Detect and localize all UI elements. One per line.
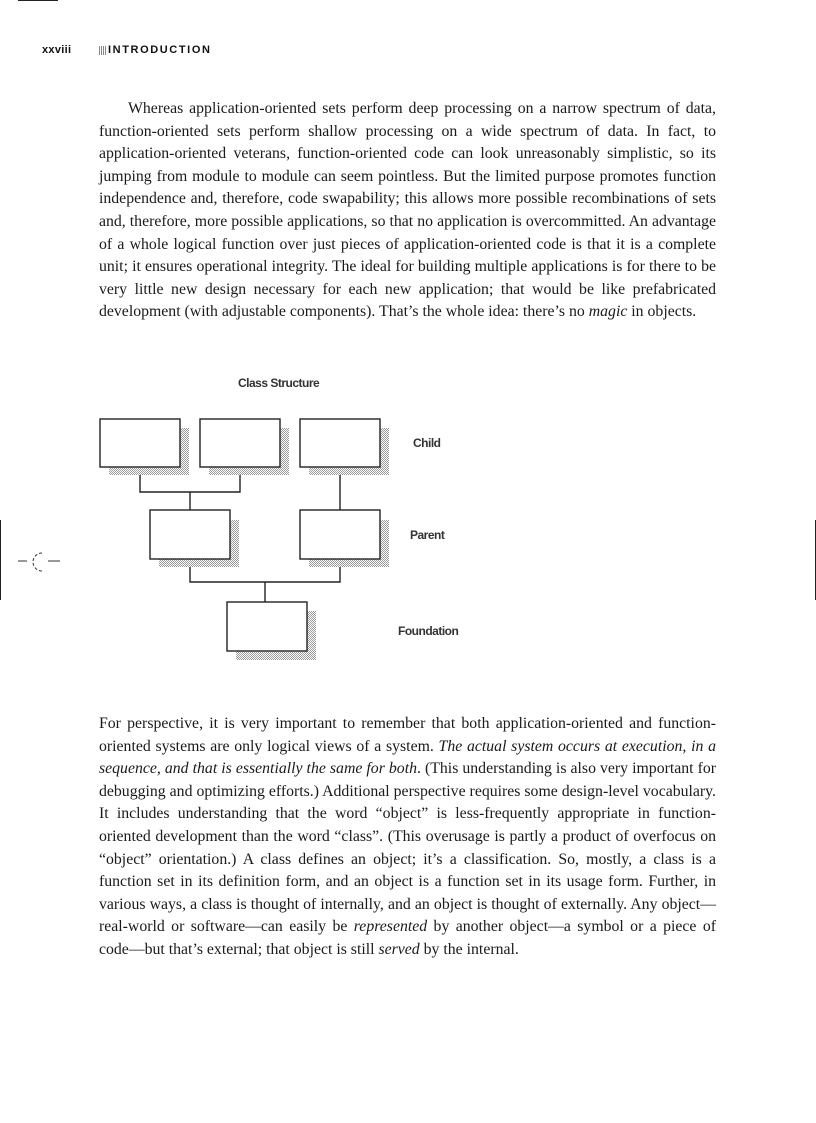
paragraph-2-emphasis-served: served [378, 940, 420, 958]
foundation-level-label: Foundation [398, 624, 459, 638]
parent-level-label: Parent [410, 528, 445, 542]
paragraph-1-emphasis-magic: magic [588, 303, 628, 321]
section-title: INTRODUCTION [108, 44, 212, 56]
child-level-label: Child [413, 436, 441, 450]
paragraph-2-text-c: by another object—a symbol or a piece of code—but that’s external; that object is still [99, 918, 716, 958]
paragraph-1-text-a: Whereas application-oriented sets perform deep processing on a narrow spectrum of data, function-oriented sets perform shallow processing on a wide spectrum of data. In fact, to application-oriented veterans, function-oriented code can look unreasonably simplistic, so its jumping from module to module can seem pointless. But the limited purpose promotes function independence and, therefore, code swapability; this allows more possible recombinations of sets and, therefore, more possible applications, so that no application is overcommitted. An advantage of a whole logical function over just pieces of application-oriented code is that it is a complete unit; it ensures operational integrity. The ideal for building multiple applications is for there to be very little new design necessary for each new application; that would be like prefabricated development (with adjustable components). That’s the whole idea: there’s no [99, 100, 716, 321]
paragraph-2-text-d: by the internal. [419, 940, 519, 958]
paragraph-2 [99, 713, 716, 962]
left-margin-line [0, 520, 1, 600]
registration-mark-icon [18, 548, 62, 576]
top-rule [18, 0, 58, 1]
class-structure-diagram [90, 370, 490, 670]
foundation-box [227, 602, 316, 660]
diagram-title: Class Structure [238, 376, 320, 390]
parent-box-2 [300, 510, 389, 567]
paragraph-1-text-b: in objects. [627, 303, 697, 321]
child-box-3 [300, 419, 389, 475]
paragraph-2-text-b: . (This understanding is also very important for debugging and optimizing efforts.) Additional perspective requires some design-level vocabulary. It includes understanding that the word “object” is less-frequently appropriate in function-oriented development than the word “class”. (This overusage is partly a product of overfocus on “object” orientation.) A class defines an object; it’s a classification. So, mostly, a class is a function set in its definition form, and an object is a function set in its usage form. Further, in various ways, a class is thought of internally, and an object is thought of externally. Any object—real-world or software—can easily be [99, 760, 717, 936]
header-rule-marker [99, 46, 107, 55]
child-box-2 [200, 419, 289, 475]
paragraph-2-emphasis-represented: represented [353, 918, 428, 936]
paragraph-2-emphasis-actual-system: The actual system occurs at execution, in a sequence, and that is essentially the same for both [99, 737, 716, 778]
paragraph-2-text-a: For perspective, it is very important to remember that both application-oriented and function-oriented systems are only logical views of a system. [99, 715, 716, 755]
paragraph-1 [99, 98, 716, 324]
page-number: xxviii [42, 44, 72, 56]
parent-box-1 [150, 510, 239, 567]
child-box-1 [100, 419, 189, 475]
